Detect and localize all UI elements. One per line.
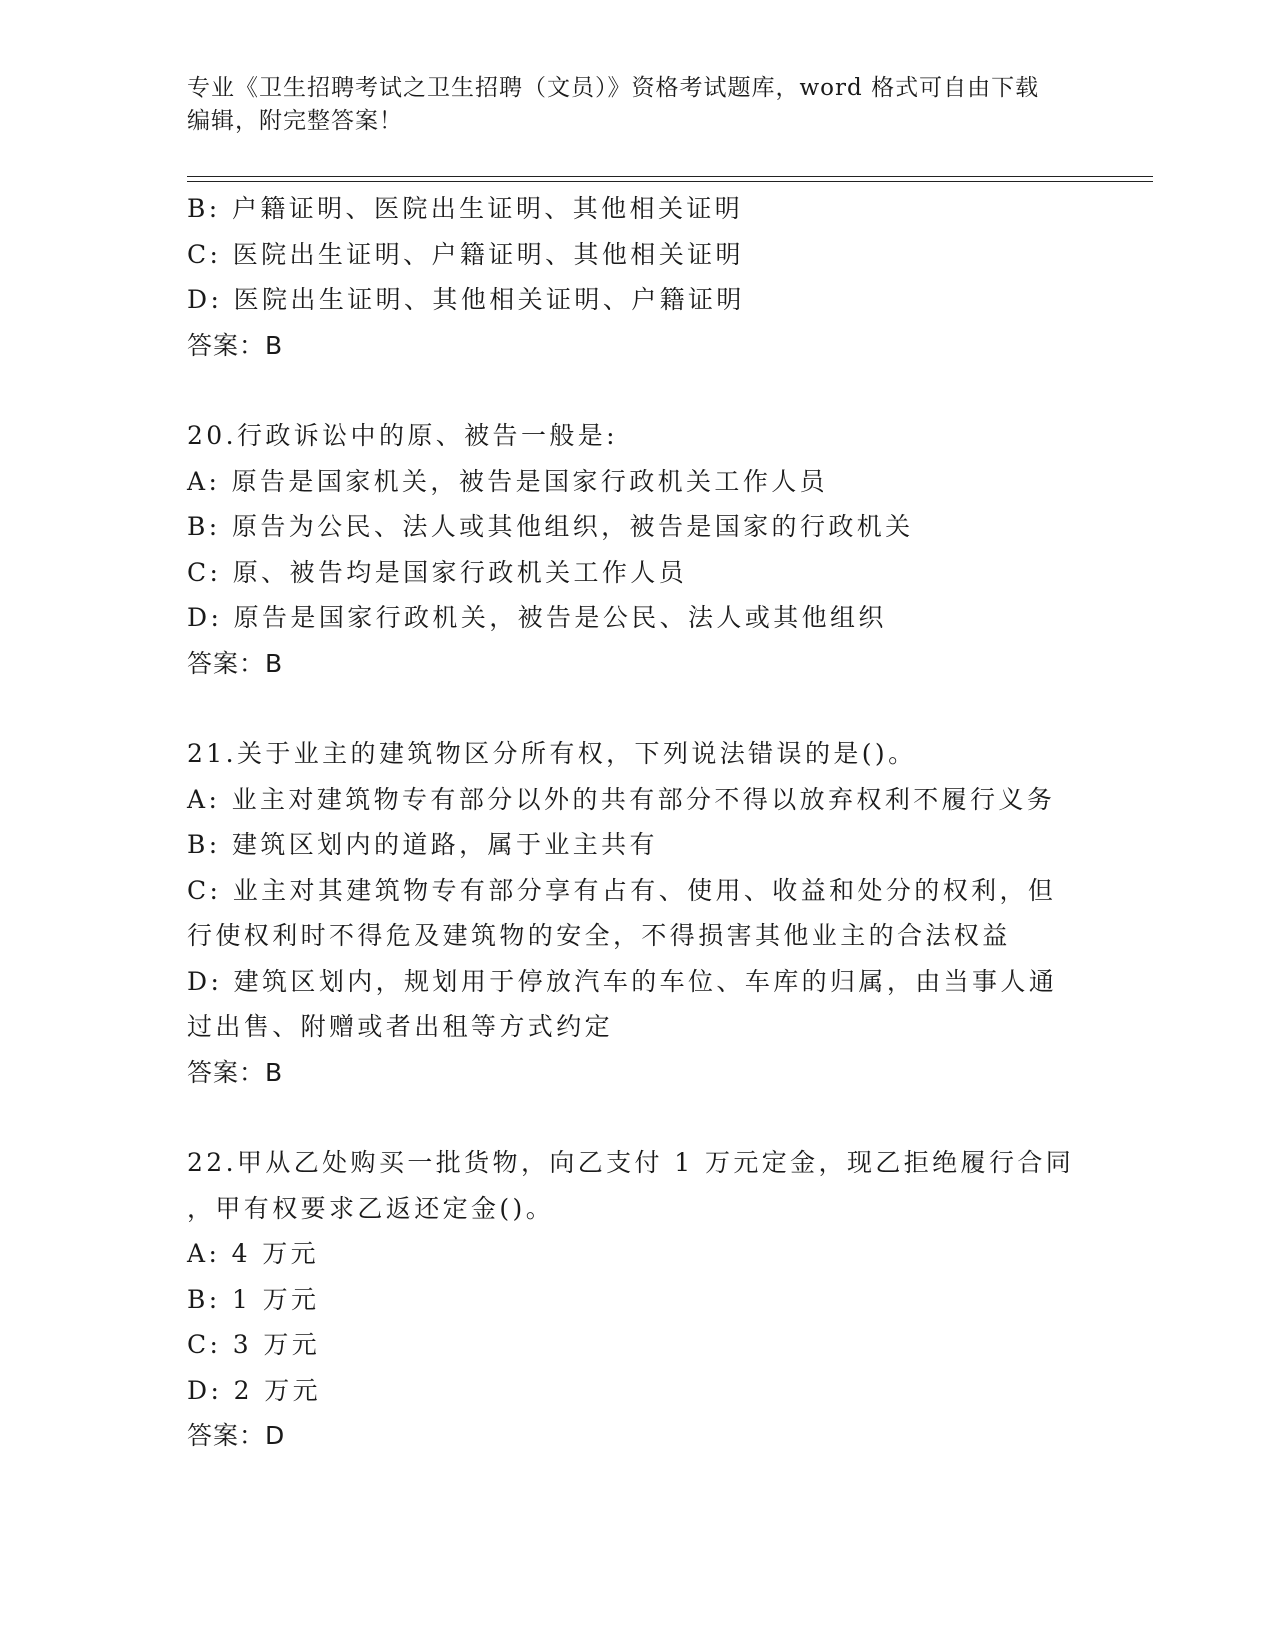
option-b: B: 户籍证明、医院出生证明、其他相关证明: [187, 194, 744, 223]
question-block-20: [187, 413, 1087, 686]
option-a: A: 4 万元: [187, 1239, 320, 1268]
option-a: A: 原告是国家机关，被告是国家行政机关工作人员: [187, 466, 829, 496]
option-c: C: 医院出生证明、户籍证明、其他相关证明: [187, 239, 744, 269]
option-b: B: 建筑区划内的道路，属于业主共有: [187, 830, 658, 859]
option-d-continued: 过出售、附赠或者出租等方式约定: [187, 1012, 614, 1041]
block-spacer: [187, 368, 1087, 413]
option-b: B: 原告为公民、法人或其他组织，被告是国家的行政机关: [187, 512, 914, 541]
document-header: [187, 72, 1087, 138]
question-block-19: [187, 186, 1087, 368]
option-c: C: 原、被告均是国家行政机关工作人员: [187, 557, 688, 587]
option-d: D: 医院出生证明、其他相关证明、户籍证明: [187, 285, 745, 314]
question-stem-continued: ，甲有权要求乙返还定金()。: [187, 1193, 555, 1223]
header-divider-top: [187, 176, 1153, 177]
block-spacer: [187, 1095, 1087, 1140]
option-c: C: 业主对其建筑物专有部分享有占有、使用、收益和处分的权利，但: [187, 875, 1057, 905]
option-d: D: 2 万元: [187, 1375, 322, 1405]
answer-line: 答案：D: [187, 1421, 286, 1450]
question-stem: 22.甲从乙处购买一批货物，向乙支付 1 万元定金，现乙拒绝履行合同: [187, 1148, 1075, 1177]
option-c-continued: 行使权利时不得危及建筑物的安全，不得损害其他业主的合法权益: [187, 921, 1011, 950]
question-block-21: [187, 731, 1087, 1095]
option-d: D: 建筑区划内，规划用于停放汽车的车位、车库的归属，由当事人通: [187, 966, 1058, 996]
question-stem: 21.关于业主的建筑物区分所有权，下列说法错误的是()。: [187, 739, 917, 768]
question-content: [187, 186, 1087, 1459]
block-spacer: [187, 686, 1087, 731]
option-c: C: 3 万元: [187, 1330, 321, 1359]
option-a: A: 业主对建筑物专有部分以外的共有部分不得以放弃权利不履行义务: [187, 784, 1056, 814]
header-line-1: 专业《卫生招聘考试之卫生招聘（文员）》资格考试题库，word 格式可自由下载: [187, 75, 1040, 101]
header-divider-bottom: [187, 181, 1153, 182]
answer-line: 答案：B: [187, 648, 284, 678]
question-block-22: [187, 1140, 1087, 1459]
option-b: B: 1 万元: [187, 1284, 320, 1314]
option-d: D: 原告是国家行政机关，被告是公民、法人或其他组织: [187, 603, 887, 632]
answer-line: 答案：B: [187, 1057, 284, 1087]
answer-line: 答案：B: [187, 330, 284, 360]
header-line-2: 编辑，附完整答案！: [187, 108, 403, 134]
question-stem: 20.行政诉讼中的原、被告一般是:: [187, 421, 618, 450]
